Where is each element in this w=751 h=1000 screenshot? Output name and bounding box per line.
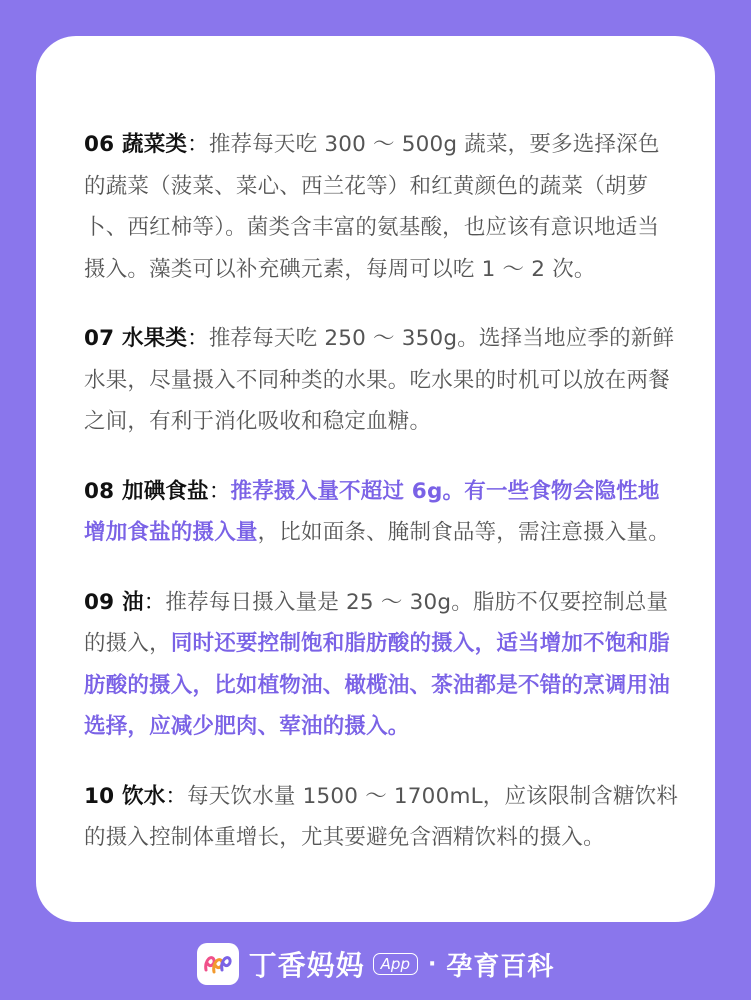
section-paragraph: 07 水果类：推荐每天吃 250 ～ 350g。选择当地应季的新鲜水果，尽量摄入不同种类的水果。吃水果的时机可以放在两餐之间，有利于消化吸收和稳定血糖。: [84, 326, 675, 434]
section-paragraph: 10 饮水：每天饮水量 1500 ～ 1700mL，应该限制含糖饮料的摄入控制体重增长，尤其要避免含酒精饮料的摄入。: [84, 783, 679, 850]
category-tag: 孕育百科: [446, 951, 555, 982]
section-paragraph: 06 蔬菜类：推荐每天吃 300 ～ 500g 蔬菜，要多选择深色的蔬菜（菠菜、菜心、西兰花等）和红黄颜色的蔬菜（胡萝卜、西红柿等）。菌类含丰富的氨基酸，也应该有意识地适当摄入。藻类可以补充碘元素，每周可以吃 1 ～ 2 次。: [84, 132, 660, 282]
section-body: 推荐每日摄入量是 25 ～ 30g。脂肪不仅要控制总量的摄入，: [84, 589, 669, 656]
section-highlight: 推荐摄入量不超过 6g。有一些食物会隐性地增加食盐的摄入量: [84, 478, 660, 545]
section-heading: 08 加碘食盐: [84, 478, 209, 504]
content-card: [36, 36, 715, 922]
section-body: 推荐每天吃 300 ～ 500g 蔬菜，要多选择深色的蔬菜（菠菜、菜心、西兰花等）和红黄颜色的蔬菜（胡萝卜、西红柿等）。菌类含丰富的氨基酸，也应该有意识地适当摄入。藻类可以补充碘元素，每周可以吃 1 ～ 2 次。: [84, 132, 660, 282]
section-highlight: 同时还要控制饱和脂肪酸的摄入，适当增加不饱和脂肪酸的摄入，比如植物油、橄榄油、茶油都是不错的烹调用油选择，应减少肥肉、荤油的摄入。: [84, 631, 670, 739]
section-fruits: [84, 318, 679, 443]
section-heading: 09 油: [84, 589, 144, 615]
brand-name: 丁香妈妈: [248, 949, 365, 982]
section-body: 每天饮水量 1500 ～ 1700mL，应该限制含糖饮料的摄入控制体重增长，尤其要避免含酒精饮料的摄入。: [84, 783, 679, 850]
section-paragraph: 08 加碘食盐：推荐摄入量不超过 6g。有一些食物会隐性地增加食盐的摄入量，比如面条、腌制食品等，需注意摄入量。: [84, 478, 670, 545]
section-oil: [84, 582, 679, 748]
section-vegetables: [84, 124, 679, 290]
dxy-logo-icon: [197, 943, 239, 985]
section-iodized-salt: [84, 471, 679, 554]
section-heading: 06 蔬菜类: [84, 132, 188, 157]
section-heading: 07 水果类: [84, 326, 188, 351]
footer-brand-bar: [0, 936, 751, 992]
section-paragraph: 09 油：推荐每日摄入量是 25 ～ 30g。脂肪不仅要控制总量的摄入，同时还要控制饱和脂肪酸的摄入，适当增加不饱和脂肪酸的摄入，比如植物油、橄榄油、茶油都是不错的烹调用油选择，应减少肥肉、荤油的摄入。: [84, 589, 670, 739]
section-body: 推荐每天吃 250 ～ 350g。选择当地应季的新鲜水果，尽量摄入不同种类的水果。吃水果的时机可以放在两餐之间，有利于消化吸收和稳定血糖。: [84, 326, 675, 434]
section-heading: 10 饮水: [84, 783, 166, 809]
section-water: [84, 776, 679, 859]
section-body: ，比如面条、腌制食品等，需注意摄入量。: [257, 520, 670, 545]
app-badge: App: [373, 953, 418, 975]
separator-dot: ·: [427, 951, 437, 977]
